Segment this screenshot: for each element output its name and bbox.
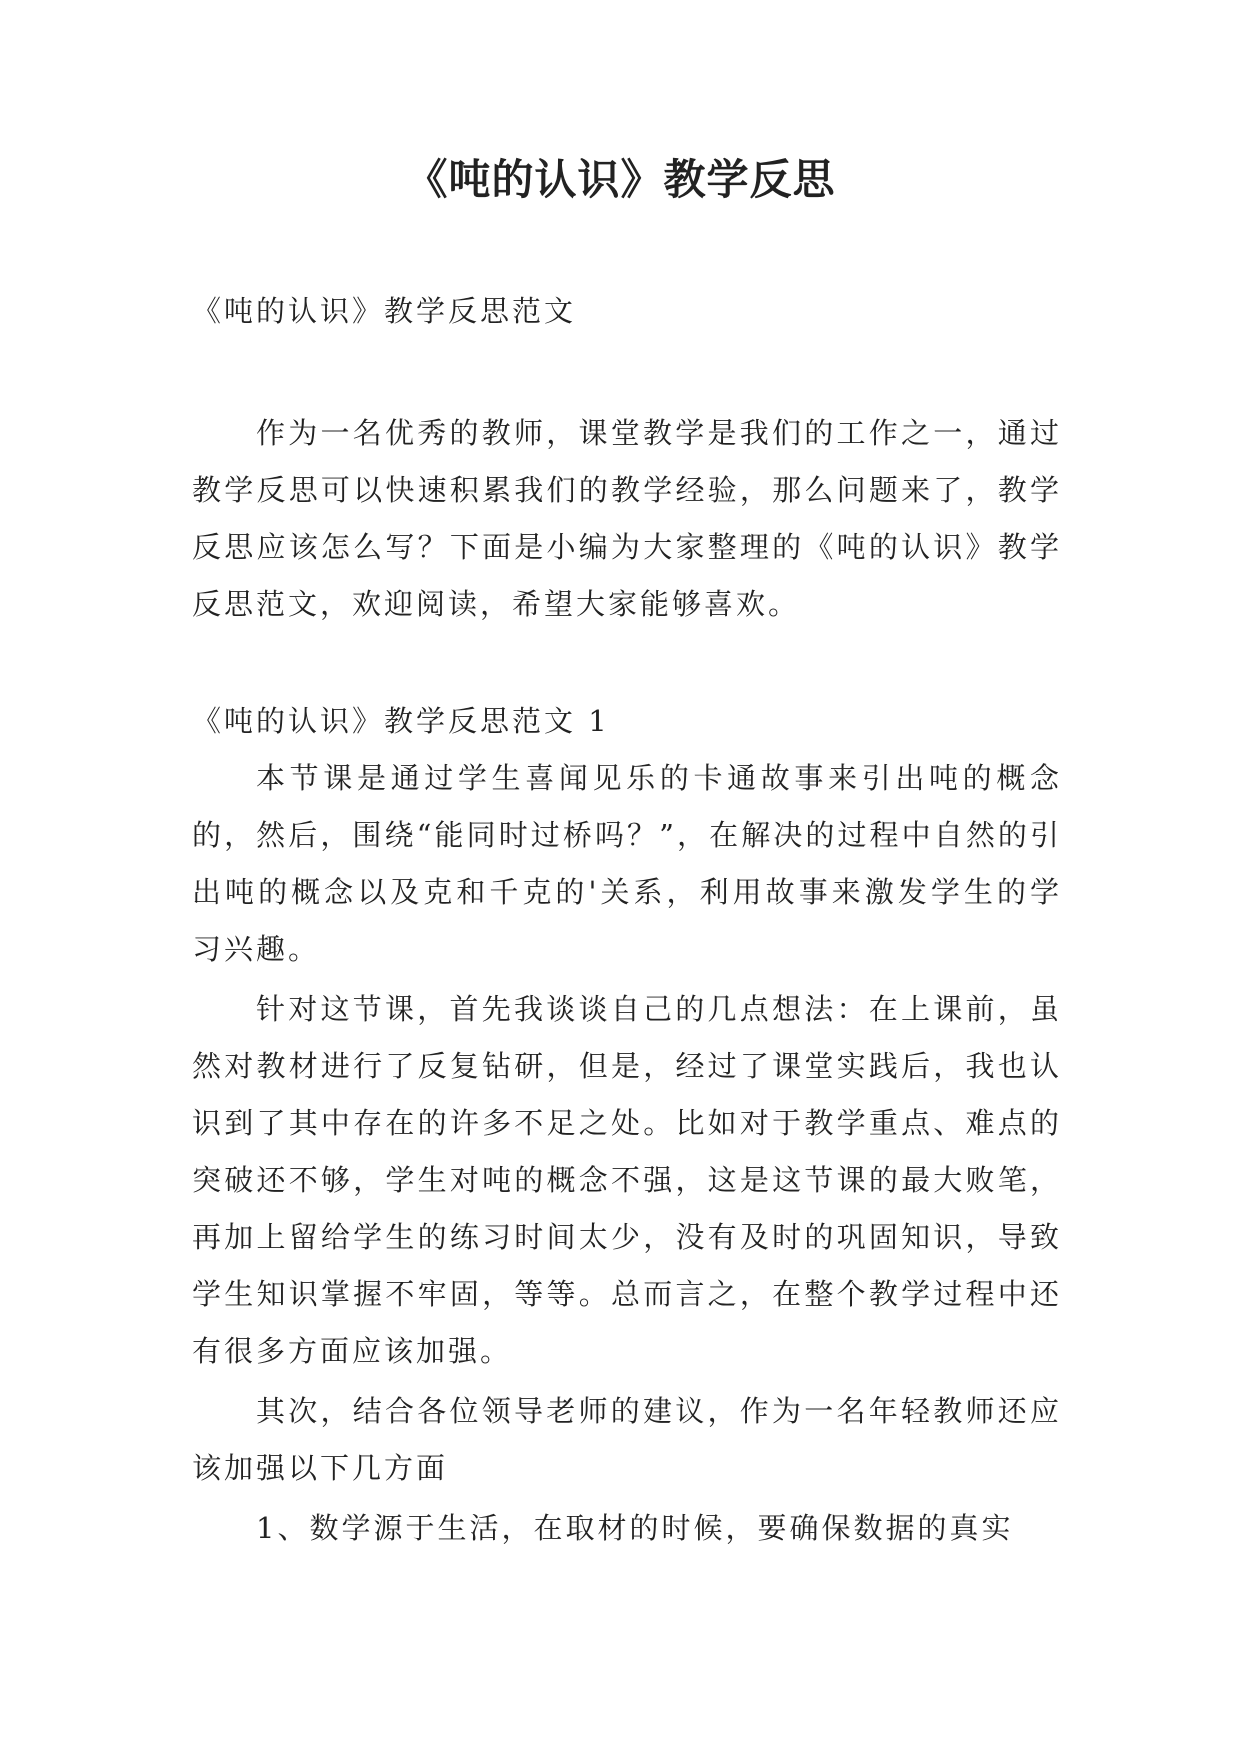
document-subtitle: 《吨的认识》教学反思范文 [192, 294, 577, 328]
section-1 [192, 693, 1062, 1557]
section-paragraph-1: 本节课是通过学生喜闻见乐的卡通故事来引出吨的概念的，然后，围绕“能同时过桥吗？”，在解决的过程中自然的引出吨的概念以及克和千克的'关系，利用故事来激发学生的学习兴趣。 [192, 761, 1062, 966]
section-paragraph-4: 1、数学源于生活，在取材的时候，要确保数据的真实 [256, 1511, 1014, 1545]
intro-paragraph: 作为一名优秀的教师，课堂教学是我们的工作之一，通过教学反思可以快速积累我们的教学经验，那么问题来了，教学反思应该怎么写？下面是小编为大家整理的《吨的认识》教学反思范文，欢迎阅读，希望大家能够喜欢。 [192, 416, 1062, 621]
section-paragraph-2: 针对这节课，首先我谈谈自己的几点想法：在上课前，虽然对教材进行了反复钻研，但是，经过了课堂实践后，我也认识到了其中存在的许多不足之处。比如对于教学重点、难点的突破还不够，学生对吨的概念不强，这是这节课的最大败笔，再加上留给学生的练习时间太少，没有及时的巩固知识，导致学生知识掌握不牢固，等等。总而言之，在整个教学过程中还有很多方面应该加强。 [192, 992, 1062, 1368]
section-paragraph-3: 其次，结合各位领导老师的建议，作为一名年轻教师还应该加强以下几方面 [192, 1394, 1062, 1485]
document-title: 《吨的认识》教学反思 [405, 155, 836, 204]
section-heading: 《吨的认识》教学反思范文 1 [192, 704, 610, 738]
